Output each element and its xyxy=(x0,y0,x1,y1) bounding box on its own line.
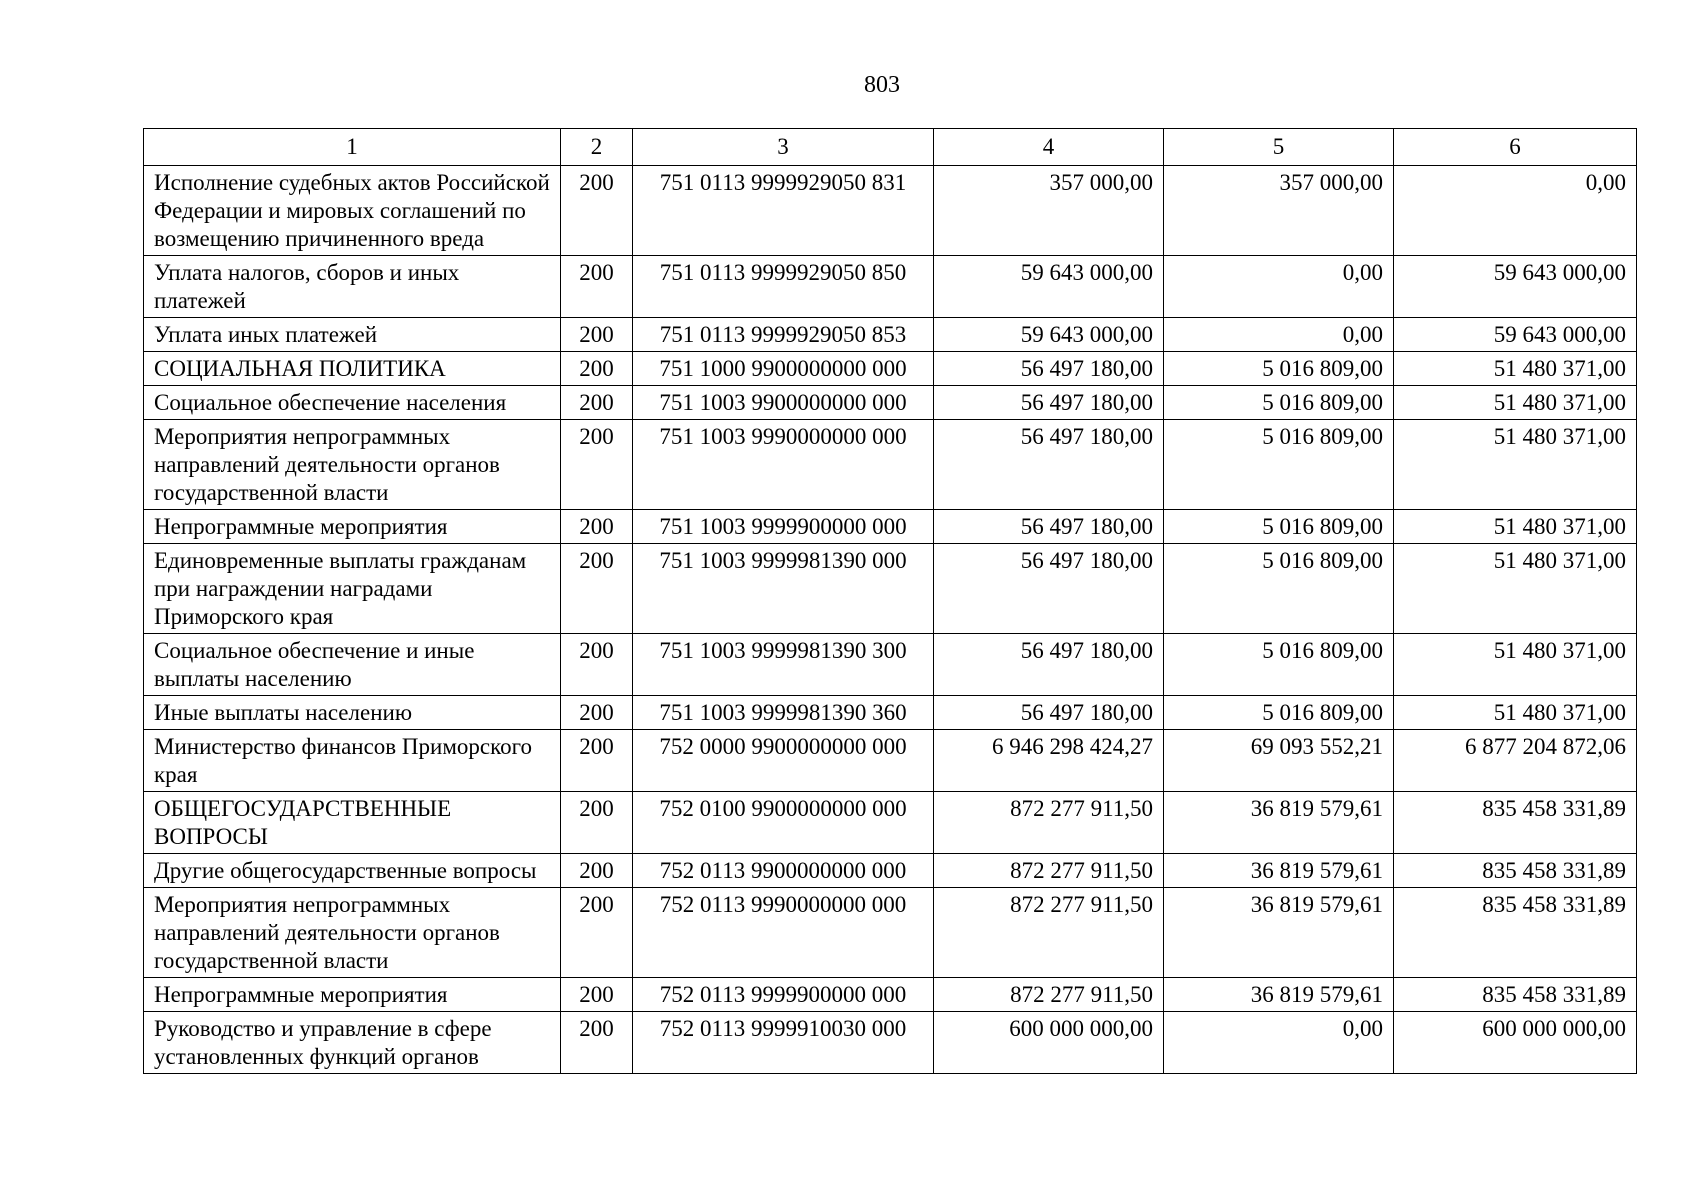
row-amount-cell: 56 497 180,00 xyxy=(934,634,1164,696)
row-amount-cell: 835 458 331,89 xyxy=(1394,978,1637,1012)
row-admin-code-cell: 200 xyxy=(561,1012,633,1074)
table-row xyxy=(144,352,1637,386)
row-name-cell: Иные выплаты населению xyxy=(144,696,561,730)
row-amount-cell: 56 497 180,00 xyxy=(934,352,1164,386)
row-amount-cell: 56 497 180,00 xyxy=(934,510,1164,544)
table-row xyxy=(144,256,1637,318)
row-admin-code-cell: 200 xyxy=(561,792,633,854)
row-amount-cell: 600 000 000,00 xyxy=(1394,1012,1637,1074)
row-classification-code-cell: 752 0113 9999910030 000 xyxy=(633,1012,934,1074)
row-amount-cell: 835 458 331,89 xyxy=(1394,792,1637,854)
table-row xyxy=(144,730,1637,792)
row-amount-cell: 51 480 371,00 xyxy=(1394,510,1637,544)
row-amount-cell: 5 016 809,00 xyxy=(1164,696,1394,730)
row-classification-code-cell: 751 0113 9999929050 831 xyxy=(633,166,934,256)
row-amount-cell: 59 643 000,00 xyxy=(1394,318,1637,352)
row-amount-cell: 56 497 180,00 xyxy=(934,696,1164,730)
row-name-cell: Единовременные выплаты гражданам при награждении наградами Приморского края xyxy=(144,544,561,634)
table-row xyxy=(144,420,1637,510)
row-classification-code-cell: 751 0113 9999929050 853 xyxy=(633,318,934,352)
table-row xyxy=(144,792,1637,854)
row-admin-code-cell: 200 xyxy=(561,352,633,386)
row-name-cell: Исполнение судебных актов Российской Федерации и мировых соглашений по возмещению причиненного вреда xyxy=(144,166,561,256)
row-amount-cell: 59 643 000,00 xyxy=(1394,256,1637,318)
row-classification-code-cell: 751 1003 9999981390 300 xyxy=(633,634,934,696)
table-body xyxy=(144,166,1637,1074)
row-amount-cell: 872 277 911,50 xyxy=(934,978,1164,1012)
row-name-cell: Уплата налогов, сборов и иных платежей xyxy=(144,256,561,318)
row-name-cell: Министерство финансов Приморского края xyxy=(144,730,561,792)
row-amount-cell: 357 000,00 xyxy=(934,166,1164,256)
row-amount-cell: 835 458 331,89 xyxy=(1394,854,1637,888)
row-amount-cell: 59 643 000,00 xyxy=(934,318,1164,352)
header-col-1: 1 xyxy=(144,129,561,166)
row-amount-cell: 872 277 911,50 xyxy=(934,792,1164,854)
row-admin-code-cell: 200 xyxy=(561,544,633,634)
row-admin-code-cell: 200 xyxy=(561,510,633,544)
row-name-cell: Мероприятия непрограммных направлений деятельности органов государственной власти xyxy=(144,420,561,510)
row-name-cell: СОЦИАЛЬНАЯ ПОЛИТИКА xyxy=(144,352,561,386)
row-amount-cell: 6 877 204 872,06 xyxy=(1394,730,1637,792)
row-admin-code-cell: 200 xyxy=(561,256,633,318)
row-amount-cell: 0,00 xyxy=(1164,256,1394,318)
row-amount-cell: 51 480 371,00 xyxy=(1394,634,1637,696)
row-name-cell: Другие общегосударственные вопросы xyxy=(144,854,561,888)
row-classification-code-cell: 752 0113 9990000000 000 xyxy=(633,888,934,978)
row-admin-code-cell: 200 xyxy=(561,318,633,352)
row-amount-cell: 5 016 809,00 xyxy=(1164,352,1394,386)
row-amount-cell: 5 016 809,00 xyxy=(1164,420,1394,510)
table-row xyxy=(144,1012,1637,1074)
row-amount-cell: 51 480 371,00 xyxy=(1394,386,1637,420)
row-classification-code-cell: 751 1003 9900000000 000 xyxy=(633,386,934,420)
row-admin-code-cell: 200 xyxy=(561,386,633,420)
row-amount-cell: 357 000,00 xyxy=(1164,166,1394,256)
row-admin-code-cell: 200 xyxy=(561,420,633,510)
header-col-5: 5 xyxy=(1164,129,1394,166)
header-col-4: 4 xyxy=(934,129,1164,166)
row-classification-code-cell: 752 0100 9900000000 000 xyxy=(633,792,934,854)
row-amount-cell: 56 497 180,00 xyxy=(934,386,1164,420)
row-amount-cell: 36 819 579,61 xyxy=(1164,978,1394,1012)
table-row xyxy=(144,696,1637,730)
row-amount-cell: 69 093 552,21 xyxy=(1164,730,1394,792)
row-admin-code-cell: 200 xyxy=(561,854,633,888)
row-amount-cell: 36 819 579,61 xyxy=(1164,888,1394,978)
row-admin-code-cell: 200 xyxy=(561,634,633,696)
row-classification-code-cell: 752 0000 9900000000 000 xyxy=(633,730,934,792)
row-amount-cell: 835 458 331,89 xyxy=(1394,888,1637,978)
row-name-cell: Социальное обеспечение населения xyxy=(144,386,561,420)
row-amount-cell: 5 016 809,00 xyxy=(1164,510,1394,544)
table-row xyxy=(144,634,1637,696)
row-amount-cell: 56 497 180,00 xyxy=(934,544,1164,634)
row-admin-code-cell: 200 xyxy=(561,166,633,256)
table-header-row xyxy=(144,129,1637,166)
row-amount-cell: 6 946 298 424,27 xyxy=(934,730,1164,792)
row-classification-code-cell: 751 1000 9900000000 000 xyxy=(633,352,934,386)
table-row xyxy=(144,854,1637,888)
row-amount-cell: 5 016 809,00 xyxy=(1164,634,1394,696)
row-classification-code-cell: 751 1003 9999981390 000 xyxy=(633,544,934,634)
row-name-cell: Руководство и управление в сфере установленных функций органов xyxy=(144,1012,561,1074)
row-amount-cell: 36 819 579,61 xyxy=(1164,792,1394,854)
row-classification-code-cell: 751 1003 9990000000 000 xyxy=(633,420,934,510)
table-row xyxy=(144,544,1637,634)
row-amount-cell: 600 000 000,00 xyxy=(934,1012,1164,1074)
row-amount-cell: 5 016 809,00 xyxy=(1164,544,1394,634)
row-amount-cell: 5 016 809,00 xyxy=(1164,386,1394,420)
budget-table xyxy=(143,128,1637,1074)
row-classification-code-cell: 752 0113 9999900000 000 xyxy=(633,978,934,1012)
row-name-cell: Непрограммные мероприятия xyxy=(144,978,561,1012)
row-amount-cell: 36 819 579,61 xyxy=(1164,854,1394,888)
row-admin-code-cell: 200 xyxy=(561,730,633,792)
page-number: 803 xyxy=(864,72,900,98)
row-classification-code-cell: 751 0113 9999929050 850 xyxy=(633,256,934,318)
table-row xyxy=(144,166,1637,256)
table-row xyxy=(144,386,1637,420)
table-row xyxy=(144,510,1637,544)
row-name-cell: Социальное обеспечение и иные выплаты населению xyxy=(144,634,561,696)
row-name-cell: Непрограммные мероприятия xyxy=(144,510,561,544)
row-classification-code-cell: 752 0113 9900000000 000 xyxy=(633,854,934,888)
row-name-cell: Уплата иных платежей xyxy=(144,318,561,352)
table-row xyxy=(144,888,1637,978)
header-col-2: 2 xyxy=(561,129,633,166)
row-classification-code-cell: 751 1003 9999981390 360 xyxy=(633,696,934,730)
row-name-cell: Мероприятия непрограммных направлений деятельности органов государственной власти xyxy=(144,888,561,978)
row-admin-code-cell: 200 xyxy=(561,978,633,1012)
row-amount-cell: 872 277 911,50 xyxy=(934,888,1164,978)
table-row xyxy=(144,318,1637,352)
row-amount-cell: 0,00 xyxy=(1164,1012,1394,1074)
row-amount-cell: 872 277 911,50 xyxy=(934,854,1164,888)
row-admin-code-cell: 200 xyxy=(561,696,633,730)
row-admin-code-cell: 200 xyxy=(561,888,633,978)
table-row xyxy=(144,978,1637,1012)
row-amount-cell: 59 643 000,00 xyxy=(934,256,1164,318)
header-col-3: 3 xyxy=(633,129,934,166)
row-amount-cell: 51 480 371,00 xyxy=(1394,544,1637,634)
row-amount-cell: 51 480 371,00 xyxy=(1394,696,1637,730)
row-amount-cell: 56 497 180,00 xyxy=(934,420,1164,510)
row-name-cell: ОБЩЕГОСУДАРСТВЕННЫЕ ВОПРОСЫ xyxy=(144,792,561,854)
header-col-6: 6 xyxy=(1394,129,1637,166)
row-classification-code-cell: 751 1003 9999900000 000 xyxy=(633,510,934,544)
row-amount-cell: 0,00 xyxy=(1394,166,1637,256)
row-amount-cell: 51 480 371,00 xyxy=(1394,420,1637,510)
row-amount-cell: 51 480 371,00 xyxy=(1394,352,1637,386)
row-amount-cell: 0,00 xyxy=(1164,318,1394,352)
